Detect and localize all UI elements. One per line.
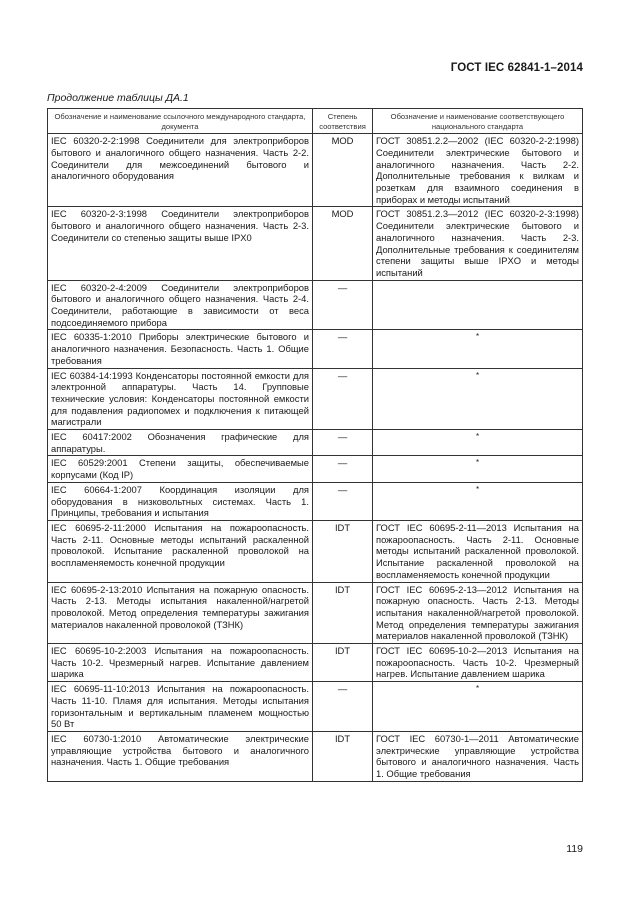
national-standard-cell: ГОСТ IEC 60730-1—2011 Автоматические электрические управляющие устройства бытового и аналогичного назначения. Часть 1. Общие требования (373, 731, 583, 781)
table-row (48, 134, 583, 207)
reference-cell: IEC 60529:2001 Степени защиты, обеспечиваемые корпусами (Код IP) (48, 456, 313, 482)
national-standard-cell: ГОСТ IEC 60695-2-13—2012 Испытания на пожарную опасность. Часть 2-13. Методы испытания накаленной/нагретой проволокой. Метод определения температуры зажигания материалов накаленной проволокой (ТЗНК) (373, 582, 583, 644)
table-row (48, 731, 583, 781)
national-standard-cell: ГОСТ IEC 60695-10-2—2013 Испытания на пожароопасность. Часть 10-2. Чрезмерный нагрев. Испытание давлением шарика (373, 644, 583, 682)
degree-cell: — (313, 330, 373, 368)
reference-cell: IEC 60384-14:1993 Конденсаторы постоянной емкости для электронной аппаратуры. Часть 14. Групповые технические условия: Конденсаторы постоянной емкости для подавления радиопомех и подключения к питающей магистрали (48, 368, 313, 430)
table-continuation-caption: Продолжение таблицы ДА.1 (47, 92, 189, 104)
table-row (48, 330, 583, 368)
national-standard-cell: * (373, 368, 583, 430)
table-row (48, 456, 583, 482)
degree-cell: — (313, 682, 373, 732)
national-standard-cell: * (373, 330, 583, 368)
degree-cell: — (313, 280, 373, 330)
reference-cell: IEC 60730-1:2010 Автоматические электрические управляющие устройства бытового и аналогичного назначения. Часть 1. Общие требования (48, 731, 313, 781)
reference-cell: IEC 60695-11-10:2013 Испытания на пожароопасность. Часть 11-10. Пламя для испытания. Методы испытания горизонтальным и вертикальным пламенем мощностью 50 Вт (48, 682, 313, 732)
table-row (48, 368, 583, 430)
national-standard-cell: ГОСТ 30851.2.2—2002 (IEC 60320-2-2:1998) Соединители электрические бытового и аналогичного назначения. Часть 2-2. Дополнительные требования к вилкам и розеткам для взаимного соединения в приборах и методы испытаний (373, 134, 583, 207)
national-standard-cell: * (373, 482, 583, 520)
degree-cell: — (313, 482, 373, 520)
table-row (48, 482, 583, 520)
table-row (48, 644, 583, 682)
table-row (48, 520, 583, 582)
degree-cell: IDT (313, 731, 373, 781)
reference-cell: IEC 60335-1:2010 Приборы электрические бытового и аналогичного назначения. Безопасность. Часть 1. Общие требования (48, 330, 313, 368)
national-standard-cell: * (373, 430, 583, 456)
reference-cell: IEC 60320-2-4:2009 Соединители электроприборов бытового и аналогичного общего назначения. Часть 2-4. Соединители, работающие в зависимости от веса подсоединяемого прибора (48, 280, 313, 330)
national-standard-cell (373, 280, 583, 330)
national-standard-cell: * (373, 682, 583, 732)
standards-table (47, 108, 583, 782)
national-standard-cell: * (373, 456, 583, 482)
table-row (48, 280, 583, 330)
degree-cell: MOD (313, 207, 373, 280)
degree-cell: — (313, 430, 373, 456)
reference-cell: IEC 60664-1:2007 Координация изоляции для оборудования в низковольтных системах. Часть 1. Принципы, требования и испытания (48, 482, 313, 520)
table-row (48, 682, 583, 732)
reference-cell: IEC 60695-2-11:2000 Испытания на пожароопасность. Часть 2-11. Основные методы испытаний раскаленной проволокой. Испытание раскаленной проволокой на воспламеняемость конечной продукции (48, 520, 313, 582)
degree-cell: IDT (313, 520, 373, 582)
table-row (48, 207, 583, 280)
reference-cell: IEC 60320-2-2:1998 Соединители для электроприборов бытового и аналогичного общего назначения. Часть 2-2. Соединители для межсоединений бытового и аналогичного оборудования (48, 134, 313, 207)
national-standard-cell: ГОСТ 30851.2.3—2012 (IEC 60320-2-3:1998) Соединители электрические бытового и аналогичного назначения. Часть 2-3. Дополнительные требования к соединителям степени защиты выше IPXO и методы испытаний (373, 207, 583, 280)
column-header-national: Обозначение и наименование соответствующего национального стандарта (373, 109, 583, 134)
degree-cell: IDT (313, 644, 373, 682)
table-row (48, 430, 583, 456)
column-header-reference: Обозначение и наименование ссылочного международного стандарта, документа (48, 109, 313, 134)
degree-cell: MOD (313, 134, 373, 207)
degree-cell: IDT (313, 582, 373, 644)
degree-cell: — (313, 456, 373, 482)
document-header: ГОСТ IEC 62841-1–2014 (450, 62, 583, 74)
reference-cell: IEC 60320-2-3:1998 Соединители электроприборов бытового и аналогичного общего назначения. Часть 2-3. Соединители со степенью защиты выше IPX0 (48, 207, 313, 280)
national-standard-cell: ГОСТ IEC 60695-2-11—2013 Испытания на пожароопасность. Часть 2-11. Основные методы испытаний раскаленной проволокой. Испытание раскаленной проволокой на воспламеняемость конечной продукции (373, 520, 583, 582)
page-number: 119 (566, 843, 583, 855)
reference-cell: IEC 60417:2002 Обозначения графические для аппаратуры. (48, 430, 313, 456)
column-header-degree: Степень соответствия (313, 109, 373, 134)
degree-cell: — (313, 368, 373, 430)
table-header-row (48, 109, 583, 134)
reference-cell: IEC 60695-10-2:2003 Испытания на пожароопасность. Часть 10-2. Чрезмерный нагрев. Испытание давлением шарика (48, 644, 313, 682)
table-row (48, 582, 583, 644)
reference-cell: IEC 60695-2-13:2010 Испытания на пожарную опасность. Часть 2-13. Методы испытания накаленной/нагретой проволокой. Метод определения температуры зажигания материалов накаленной проволокой (ТЗНК) (48, 582, 313, 644)
